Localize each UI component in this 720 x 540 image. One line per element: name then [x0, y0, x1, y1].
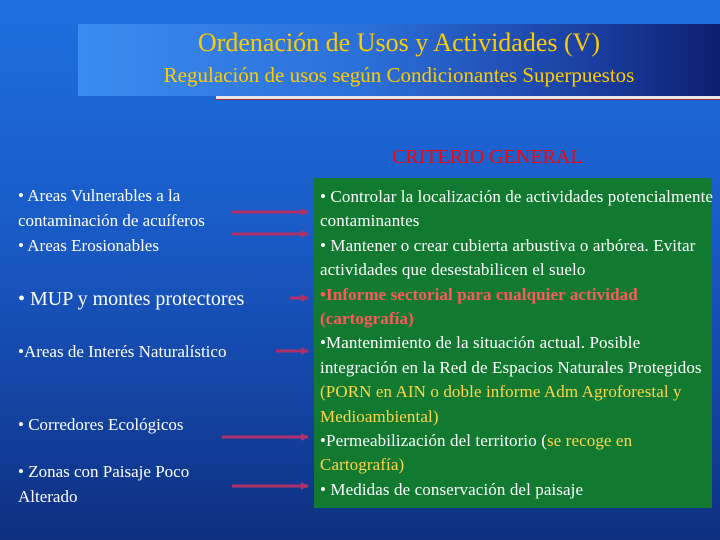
- criterio-heading: CRITERIO GENERAL: [392, 146, 583, 168]
- criterion-paisaje: • Medidas de conservación del paisaje: [320, 479, 584, 499]
- criterion-permeabilizacion: •Permeabilización del territorio (: [320, 431, 547, 451]
- page-title: Ordenación de Usos y Actividades (V): [197, 28, 601, 57]
- condition-line: Alterado: [18, 487, 78, 506]
- criteria-text: [320, 185, 715, 502]
- criterion-mantenimiento-note: (PORN en AIN o doble informe Adm Agroforestal y Medioambiental): [320, 382, 682, 426]
- condition-line: contaminación de acuíferos: [18, 211, 205, 230]
- criterion-control: • Controlar la localización de actividades potencialmente contaminantes: [320, 187, 714, 231]
- condition-line: • Areas Erosionables: [18, 236, 159, 255]
- criterion-informe: •Informe sectorial para cualquier actividad (cartografía): [320, 284, 638, 329]
- condition-line: • Areas Vulnerables a la: [18, 186, 181, 205]
- criterion-mantenimiento: •Mantenimiento de la situación actual. Posible integración en la Red de Espacios Naturales Protegidos: [320, 333, 702, 377]
- page-subtitle: Regulación de usos según Condicionantes Superpuestos: [163, 63, 635, 87]
- condition-line: • Zonas con Paisaje Poco: [18, 462, 190, 481]
- criterion-cubierta: • Mantener o crear cubierta arbustiva o arbórea. Evitar actividades que desestabilicen el suelo: [320, 235, 696, 280]
- condition-mup: • MUP y montes protectores: [18, 288, 245, 310]
- criterion-permeabilizacion-note: se recoge en Cartografía): [320, 431, 633, 475]
- condition-corredores: • Corredores Ecológicos: [18, 415, 184, 434]
- condition-interes-naturalistico: •Areas de Interés Naturalístico: [18, 342, 227, 361]
